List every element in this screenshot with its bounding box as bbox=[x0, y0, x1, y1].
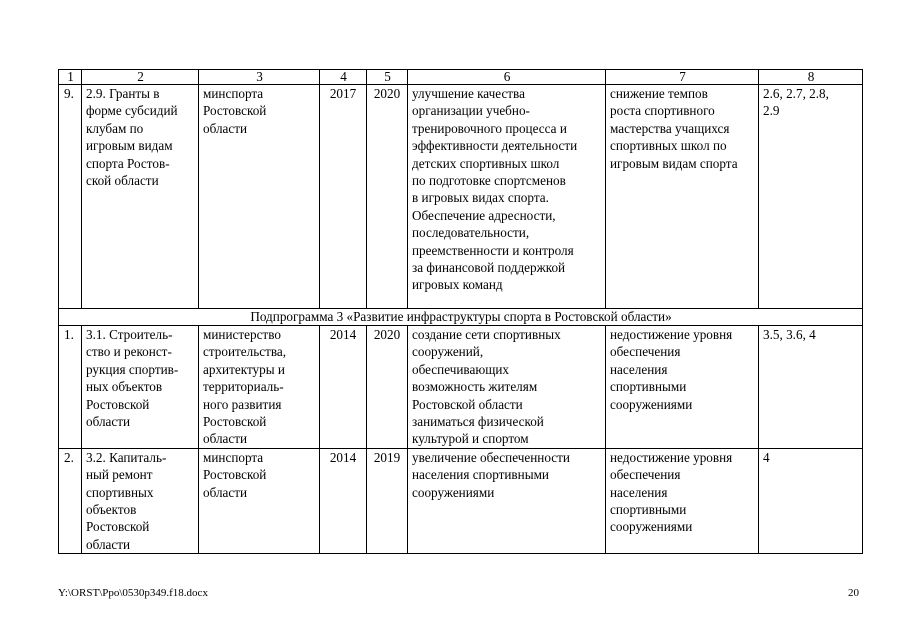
cell-line: спортивных школ по bbox=[610, 138, 727, 154]
cell-line: 3.1. Строитель- bbox=[86, 327, 173, 342]
consequences-cell bbox=[606, 85, 759, 309]
cell-line: области bbox=[86, 536, 131, 552]
cell-line: мастерства учащихся bbox=[610, 120, 730, 136]
end-year-cell: 2020 bbox=[367, 326, 408, 449]
executor-cell bbox=[199, 85, 320, 309]
cell-line: заниматься физической bbox=[412, 414, 544, 430]
cell-line: 2.9. Гранты в bbox=[86, 86, 160, 101]
cell-line: обеспечения bbox=[610, 467, 681, 483]
cell-line: клубам по bbox=[86, 120, 144, 136]
cell-line: Ростовской bbox=[203, 414, 267, 430]
cell-line: 2.6, 2.7, 2.8, bbox=[763, 86, 829, 101]
cell-line: минспорта bbox=[203, 449, 264, 465]
start-year-cell: 2014 bbox=[320, 326, 367, 449]
footer-file-path: Y:\ORST\Ppo\0530p349.f18.docx bbox=[58, 587, 208, 599]
indicators-cell bbox=[759, 448, 863, 553]
page-number: 20 bbox=[848, 587, 859, 599]
column-number-header: 2 bbox=[82, 70, 199, 85]
row-number-cell: 9. bbox=[59, 85, 82, 309]
column-number-header: 1 bbox=[59, 70, 82, 85]
cell-line: обеспечивающих bbox=[412, 361, 509, 377]
end-year-cell: 2019 bbox=[367, 448, 408, 553]
cell-line: области bbox=[203, 431, 248, 447]
cell-line: роста спортивного bbox=[610, 103, 715, 119]
cell-line: игровым видам спорта bbox=[610, 155, 738, 171]
cell-line: Ростовской bbox=[203, 467, 267, 483]
cell-line: обеспечения bbox=[610, 344, 681, 360]
cell-line: ный ремонт bbox=[86, 467, 153, 483]
cell-line: преемственности и контроля bbox=[412, 242, 574, 258]
cell-line: игровых команд bbox=[412, 277, 503, 293]
cell-line: сооружениями bbox=[610, 396, 693, 412]
cell-line: ного развития bbox=[203, 396, 282, 412]
cell-line: сооружениями bbox=[610, 519, 693, 535]
cell-line: области bbox=[203, 484, 248, 500]
consequences-cell bbox=[606, 448, 759, 553]
cell-line: 4 bbox=[763, 449, 770, 465]
cell-line: 2.9 bbox=[763, 103, 780, 119]
cell-line: спортивными bbox=[610, 502, 687, 518]
table-row bbox=[59, 85, 863, 309]
cell-line: минспорта bbox=[203, 86, 264, 101]
column-number-header: 5 bbox=[367, 70, 408, 85]
cell-line: ство и реконст- bbox=[86, 344, 172, 360]
column-number-header: 7 bbox=[606, 70, 759, 85]
cell-line: Обеспечение адресности, bbox=[412, 207, 556, 223]
expected-result-cell bbox=[408, 448, 606, 553]
cell-line: архитектуры и bbox=[203, 361, 285, 377]
subprogram-row bbox=[59, 309, 863, 326]
row-number-cell: 2. bbox=[59, 448, 82, 553]
cell-line: населения bbox=[610, 361, 668, 377]
cell-line: населения bbox=[610, 484, 668, 500]
cell-line: форме субсидий bbox=[86, 103, 178, 119]
cell-line: детских спортивных школ bbox=[412, 155, 560, 171]
cell-line: в игровых видах спорта. bbox=[412, 190, 549, 206]
column-number-header: 4 bbox=[320, 70, 367, 85]
cell-line: территориаль- bbox=[203, 379, 284, 395]
start-year-cell: 2017 bbox=[320, 85, 367, 309]
cell-line: области bbox=[203, 120, 248, 136]
expected-result-cell bbox=[408, 85, 606, 309]
column-number-header: 3 bbox=[199, 70, 320, 85]
cell-line: по подготовке спортсменов bbox=[412, 173, 566, 189]
cell-line: 3.5, 3.6, 4 bbox=[763, 327, 816, 342]
cell-line: Ростовской bbox=[86, 396, 150, 412]
row-number-cell: 1. bbox=[59, 326, 82, 449]
cell-line: культурой и спортом bbox=[412, 431, 529, 447]
cell-line: за финансовой поддержкой bbox=[412, 260, 566, 276]
table-row bbox=[59, 448, 863, 553]
cell-line: игровым видам bbox=[86, 138, 173, 154]
subprogram-title: Подпрограмма 3 «Развитие инфраструктуры спорта в Ростовской области» bbox=[59, 309, 863, 326]
cell-line: области bbox=[86, 414, 131, 430]
executor-cell bbox=[199, 326, 320, 449]
end-year-cell: 2020 bbox=[367, 85, 408, 309]
cell-line: сооружениями bbox=[412, 484, 495, 500]
executor-cell bbox=[199, 448, 320, 553]
cell-line: рукция спортив- bbox=[86, 361, 179, 377]
cell-line: тренировочного процесса и bbox=[412, 120, 567, 136]
cell-line: Ростовской области bbox=[412, 396, 523, 412]
cell-line: улучшение качества bbox=[412, 86, 525, 101]
indicators-cell bbox=[759, 85, 863, 309]
cell-line: организации учебно- bbox=[412, 103, 530, 119]
indicators-cell bbox=[759, 326, 863, 449]
start-year-cell: 2014 bbox=[320, 448, 367, 553]
cell-line: министерство bbox=[203, 327, 281, 342]
cell-line: последовательности, bbox=[412, 225, 530, 241]
measures-table bbox=[58, 69, 863, 554]
cell-line: ской области bbox=[86, 173, 159, 189]
cell-line: возможность жителям bbox=[412, 379, 538, 395]
cell-line: спорта Ростов- bbox=[86, 155, 170, 171]
cell-line: создание сети спортивных bbox=[412, 327, 561, 342]
cell-line: строительства, bbox=[203, 344, 287, 360]
measure-name-cell bbox=[82, 85, 199, 309]
cell-line: Ростовской bbox=[203, 103, 267, 119]
cell-line: снижение темпов bbox=[610, 86, 708, 101]
cell-line: спортивных bbox=[86, 484, 154, 500]
consequences-cell bbox=[606, 326, 759, 449]
table-header-row bbox=[59, 70, 863, 85]
cell-line: недостижение уровня bbox=[610, 449, 733, 465]
cell-line: эффективности деятельности bbox=[412, 138, 578, 154]
column-number-header: 6 bbox=[408, 70, 606, 85]
cell-line: 3.2. Капиталь- bbox=[86, 449, 167, 465]
measure-name-cell bbox=[82, 326, 199, 449]
cell-line: Ростовской bbox=[86, 519, 150, 535]
cell-line: увеличение обеспеченности bbox=[412, 449, 570, 465]
cell-line: объектов bbox=[86, 502, 137, 518]
expected-result-cell bbox=[408, 326, 606, 449]
cell-line: спортивными bbox=[610, 379, 687, 395]
cell-line: ных объектов bbox=[86, 379, 163, 395]
column-number-header: 8 bbox=[759, 70, 863, 85]
table-row bbox=[59, 326, 863, 449]
cell-line: недостижение уровня bbox=[610, 327, 733, 342]
measure-name-cell bbox=[82, 448, 199, 553]
cell-line: населения спортивными bbox=[412, 467, 549, 483]
cell-line: сооружений, bbox=[412, 344, 484, 360]
